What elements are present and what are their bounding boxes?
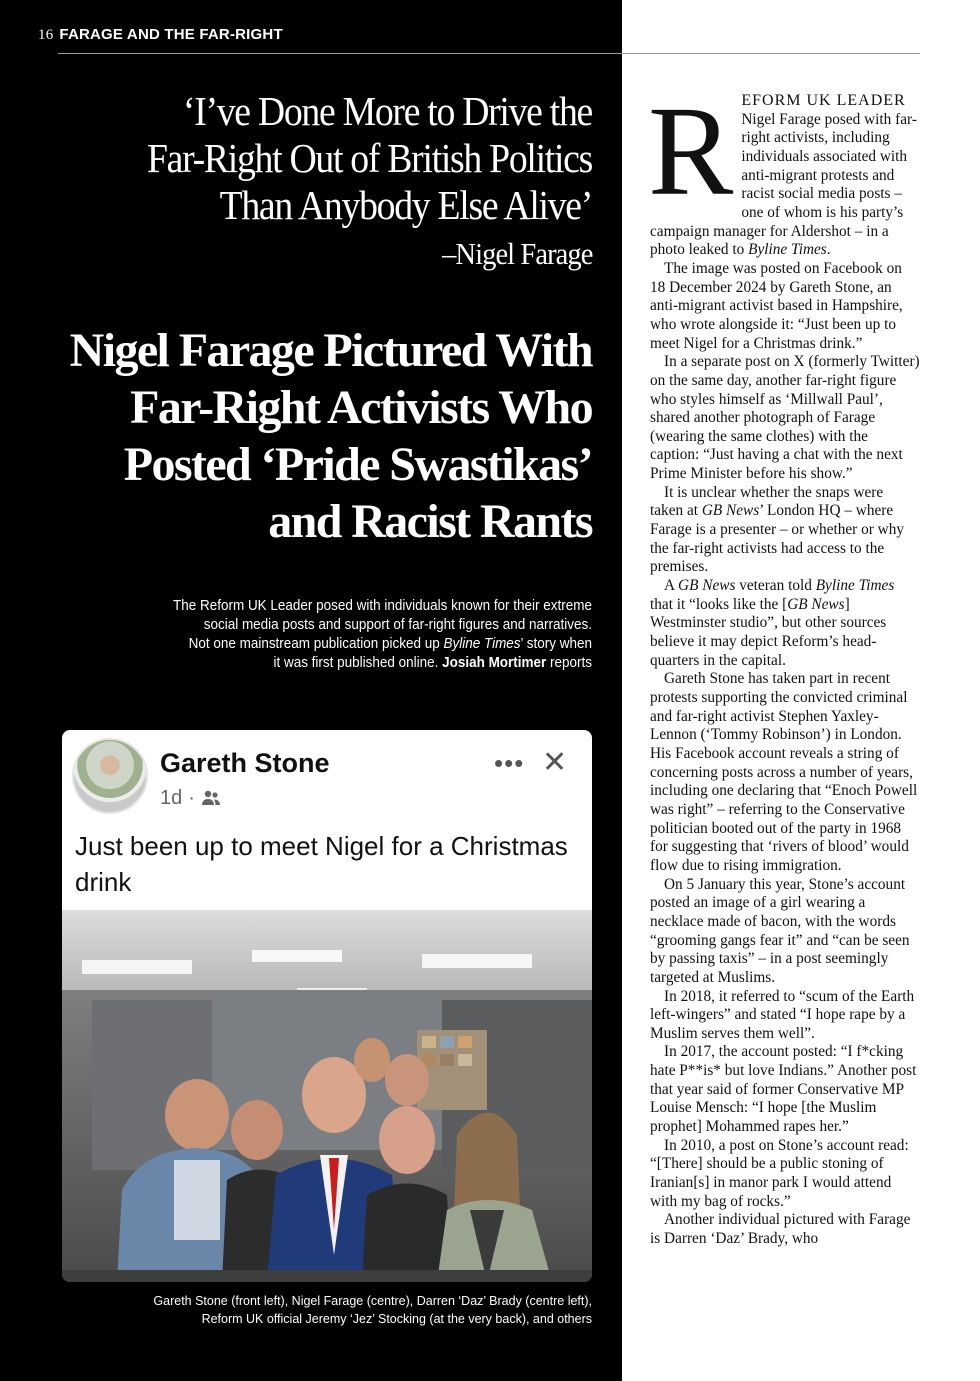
quote-attribution: –Nigel Farage [441, 236, 592, 271]
page-number: 16 [38, 27, 54, 43]
article-paragraph: Gareth Stone has taken part in recent protests supporting the convicted criminal and far-right activist Stephen Yaxley-Lennon (‘Tommy Robinson’) in London. His Facebook account reveals a string of concerning posts across a number of years, including one declaring that “Enoch Powell was right” – referring to the Conservative politician booted out of the party in 1968 for suggesting that ‘rivers of blood’ would flow due to rising immigration. [650, 670, 918, 874]
standfirst-text: Not one mainstream publication picked up [188, 636, 444, 652]
article-text: ] Westminster studio”, but other sources believe it may depict Reform’s head-quarters in the capital. [650, 595, 887, 669]
article-text: A [664, 577, 679, 595]
pull-quote [114, 88, 592, 229]
caption-line: Reform UK official Jeremy ‘Jez’ Stocking (at the very back), and others [201, 1312, 592, 1326]
friends-icon [201, 789, 221, 812]
quote-line: Than Anybody Else Alive’ [219, 182, 592, 228]
standfirst-line [146, 654, 592, 673]
headline-line: Nigel Farage Pictured With [69, 324, 592, 377]
publication-name: GB News [787, 595, 845, 613]
caption-line: Gareth Stone (front left), Nigel Farage (centre), Darren ‘Daz’ Brady (centre left), [153, 1294, 592, 1308]
headline [32, 322, 592, 550]
headline-line: and Racist Rants [268, 495, 592, 548]
quote-line: ‘I’ve Done More to Drive the [182, 88, 592, 134]
article-text: . [826, 241, 831, 259]
publication-name: GB News [678, 577, 736, 595]
article-text: Nigel Farage posed with far-right activists, including individuals associated with anti-migrant protests and racist social media posts – one of whom is his party’s campaign manager for Aldershot – in a photo leaked to [650, 110, 917, 259]
article-text: ’ London HQ – where Farage is a presenter – or whether or why the far-right activists had access to the premises. [650, 502, 905, 576]
standfirst-text: reports [546, 655, 592, 671]
header-rule [58, 53, 920, 54]
poster-name: Gareth Stone [160, 748, 330, 778]
standfirst-line: The Reform UK Leader posed with individuals known for their extreme [173, 598, 592, 614]
headline-line: Far-Right Activists Who [130, 381, 592, 434]
facebook-post-screenshot [62, 730, 592, 1282]
section-title: FARAGE AND THE FAR-RIGHT [59, 26, 283, 43]
article-text: that it “looks like the [ [650, 595, 788, 613]
article-text: It is unclear whether the snaps were taken at [650, 483, 884, 520]
headline-line: Posted ‘Pride Swastikas’ [123, 438, 592, 491]
article-paragraph: In a separate post on X (formerly Twitter) on the same day, another far-right figure who styles himself as ‘Millwall Paul’, shared another photograph of Farage (wearing the same clothes) with the caption: “Just having a chat with the next Prime Minister before his show.” [650, 353, 920, 483]
standfirst-text: it was first published online. [273, 655, 443, 671]
close-icon: ✕ [542, 746, 568, 779]
publication-name: Byline Times [443, 636, 521, 652]
publication-name: GB News [701, 502, 760, 520]
avatar [72, 738, 148, 814]
publication-name: Byline Times [815, 577, 895, 595]
group-photo [62, 910, 592, 1282]
article-text: veteran told [735, 577, 816, 595]
author-name: Josiah Mortimer [442, 655, 547, 671]
article-paragraph: On 5 January this year, Stone’s account posted an image of a girl wearing a necklace made of bacon, with the words “grooming gangs fear it” and “can be seen by passing taxis” – in a post seemingly targeted at Muslims. [650, 875, 910, 986]
page-header [38, 26, 283, 44]
standfirst-line [146, 635, 592, 654]
post-time: 1d [160, 787, 183, 809]
drop-cap: R [648, 80, 734, 222]
article-body [648, 80, 920, 1249]
article-paragraph: Another individual pictured with Farage is Darren ‘Daz’ Brady, who [650, 1211, 911, 1248]
article-paragraph: The image was posted on Facebook on 18 December 2024 by Gareth Stone, an anti-migrant activist based in Hampshire, who wrote alongside it: “Just been up to meet Nigel for a Christmas drink.” [650, 259, 903, 352]
article-paragraph: In 2010, a post on Stone’s account read: “[There] should be a public stoning of Iranian[s] in manor park I would attend with my bag of rocks.” [650, 1136, 909, 1210]
article-paragraph [650, 577, 920, 670]
post-meta: 1d · [160, 787, 221, 812]
publication-name: Byline Times [748, 241, 827, 259]
standfirst-line: social media posts and support of far-right figures and narratives. [203, 617, 592, 633]
post-text: Just been up to meet Nigel for a Christmas drink [75, 831, 568, 897]
article-paragraph [650, 484, 920, 577]
standfirst-text: ’ story when [520, 636, 592, 652]
article-paragraph: In 2017, the account posted: “I f*cking hate P**is* but love Indians.” Another post that year said of former Conservative MP Louise Mensch: “I hope [the Muslim prophet] Mohammed rapes her.” [650, 1043, 917, 1136]
standfirst [146, 597, 592, 673]
photo-caption [72, 1292, 592, 1328]
lead-in: EFORM UK LEADER [741, 92, 906, 109]
more-icon: ••• [494, 748, 525, 778]
quote-line: Far-Right Out of British Politics [146, 135, 592, 181]
article-paragraph: In 2018, it referred to “scum of the Earth left-wingers” and stated “I hope rape by a Muslim serves them well”. [650, 987, 915, 1042]
